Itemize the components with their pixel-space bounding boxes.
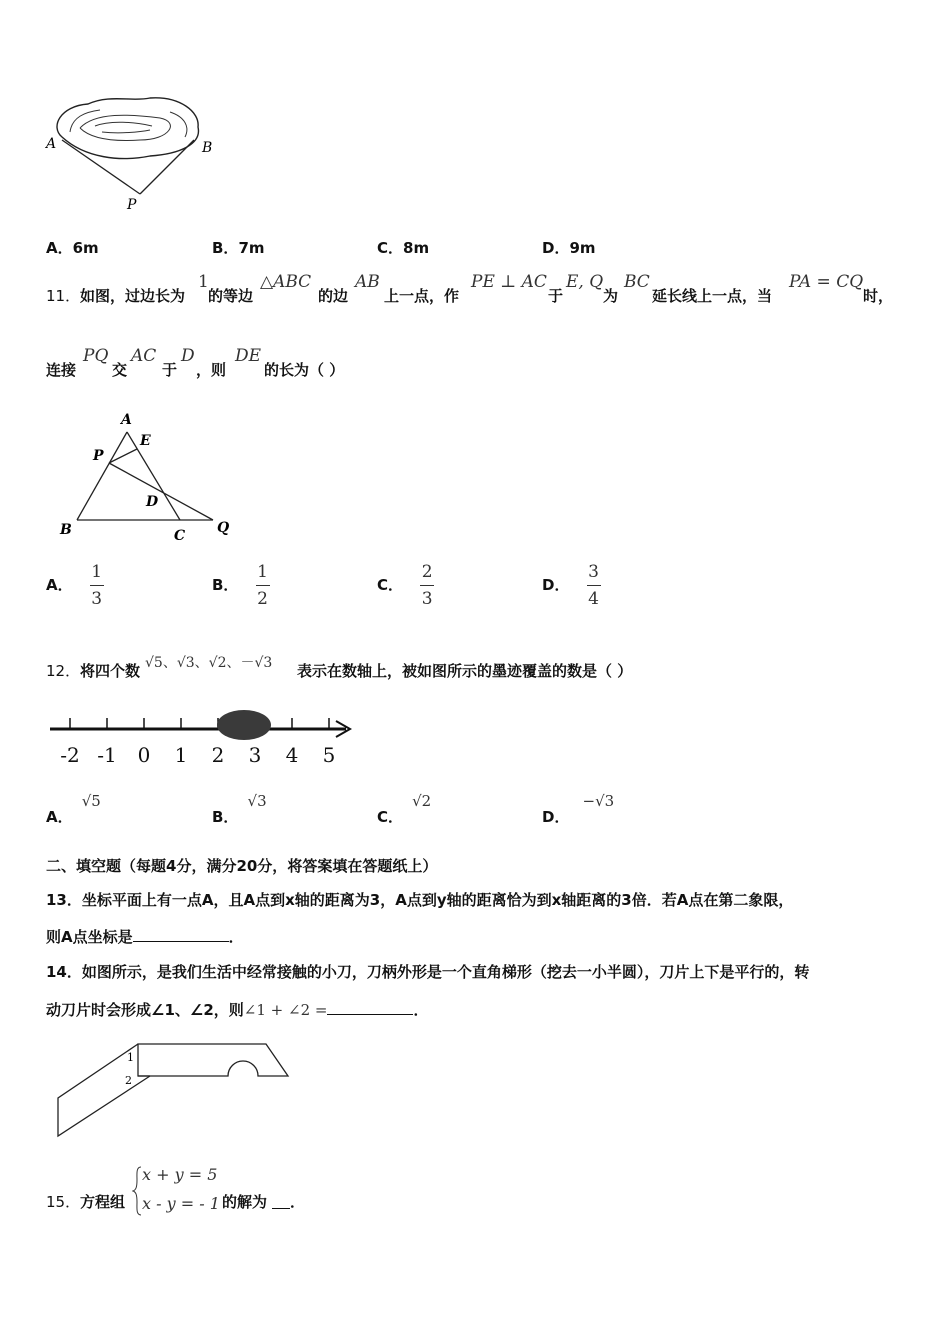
q14-line1: 14．如图所示，是我们生活中经常接触的小刀，刀柄外形是一个直角梯形（挖去一小半圆），刀片上下是平行的，转 [46, 963, 810, 981]
q15-answer-blank[interactable] [272, 1194, 290, 1209]
knife-blade [58, 1044, 150, 1136]
tick-label: 1 [174, 743, 188, 767]
tick-label: 0 [137, 743, 151, 767]
tick-label: -2 [60, 743, 80, 767]
lake-figure [40, 92, 240, 217]
q11-option-b: B． $\frac{1}{2}$ [212, 562, 268, 609]
q12-option-a: A． √5 [46, 792, 101, 826]
tick-label: 2 [211, 743, 225, 767]
q12-option-c: C． √2 [377, 792, 432, 826]
segment-pq [109, 463, 213, 520]
tick-label: 3 [248, 743, 262, 767]
q13-answer-blank[interactable] [133, 927, 229, 942]
label-c: C [174, 528, 186, 544]
q13-line1: 13．坐标平面上有一点A，且A点到x轴的距离为3，A点到y轴的距离恰为到x轴距离的3倍．若A点在第二象限， [46, 891, 794, 909]
q13-line2: 则A点坐标是 ． [46, 928, 244, 946]
q10-option-c: C．8m [377, 239, 430, 257]
q11-line1: 11． 如图，过边长为 1 的等边 △ABC 的边 AB 上一点，作 PE ⊥ AC 于 E, Q 为 BC 延长线上一点，当 PA = CQ 时， [46, 272, 894, 305]
label-a: A [121, 412, 132, 428]
label-d: D [146, 494, 159, 510]
ink-blot [217, 710, 271, 740]
knife-handle [138, 1044, 288, 1076]
segment-bp [140, 140, 194, 194]
angle-1-label: 1 [127, 1051, 134, 1064]
q11-line2: 连接 PQ 交 AC 于 D ，则 DE 的长为（ ） [46, 346, 345, 379]
tick-group [60, 718, 335, 767]
q15: 15． 方程组 x + y = 5 x - y = - 1 的解为 ． [46, 1162, 446, 1222]
lake-outline [57, 98, 198, 159]
segment-ap [62, 140, 140, 194]
brace-icon [132, 1166, 142, 1216]
section-heading: 二、填空题（每题4分，满分20分，将答案填在答题纸上） [46, 857, 438, 875]
q12-option-b: B． √3 [212, 792, 267, 826]
point-a-label: A [46, 136, 57, 152]
q11-option-a: A． $\frac{1}{3}$ [46, 562, 103, 609]
number-line-figure [48, 704, 358, 768]
label-p: P [93, 448, 104, 464]
tick-label: 4 [285, 743, 299, 767]
q14-line2: 动刀片时会形成∠1、∠2，则∠1 + ∠2 = ． [46, 1001, 429, 1019]
lake-scribble-1 [80, 115, 170, 140]
q11-option-d: D． $\frac{3}{4}$ [542, 562, 599, 609]
q14-answer-blank[interactable] [327, 1000, 413, 1015]
tick-label: 5 [322, 743, 336, 767]
q10-option-a: A．6m [46, 239, 99, 257]
tick-label: -1 [97, 743, 117, 767]
q11-option-c: C． $\frac{2}{3}$ [377, 562, 433, 609]
label-b: B [60, 522, 72, 538]
label-q: Q [217, 520, 230, 536]
point-p-label: P [127, 197, 137, 213]
angle-2-label: 2 [125, 1074, 132, 1087]
q12-option-d: D． −√3 [542, 792, 615, 826]
lake-scribble-2 [95, 122, 152, 133]
q10-option-d: D．9m [542, 239, 596, 257]
point-b-label: B [202, 140, 213, 156]
q10-option-b: B．7m [212, 239, 265, 257]
knife-figure [50, 1036, 295, 1140]
side-ab [77, 432, 127, 520]
label-e: E [140, 433, 151, 449]
triangle-figure [50, 408, 240, 548]
q12-stem: 12． 将四个数 √5、√3、√2、－√3 表示在数轴上，被如图所示的墨迹覆盖的数是（ ） [46, 655, 633, 680]
